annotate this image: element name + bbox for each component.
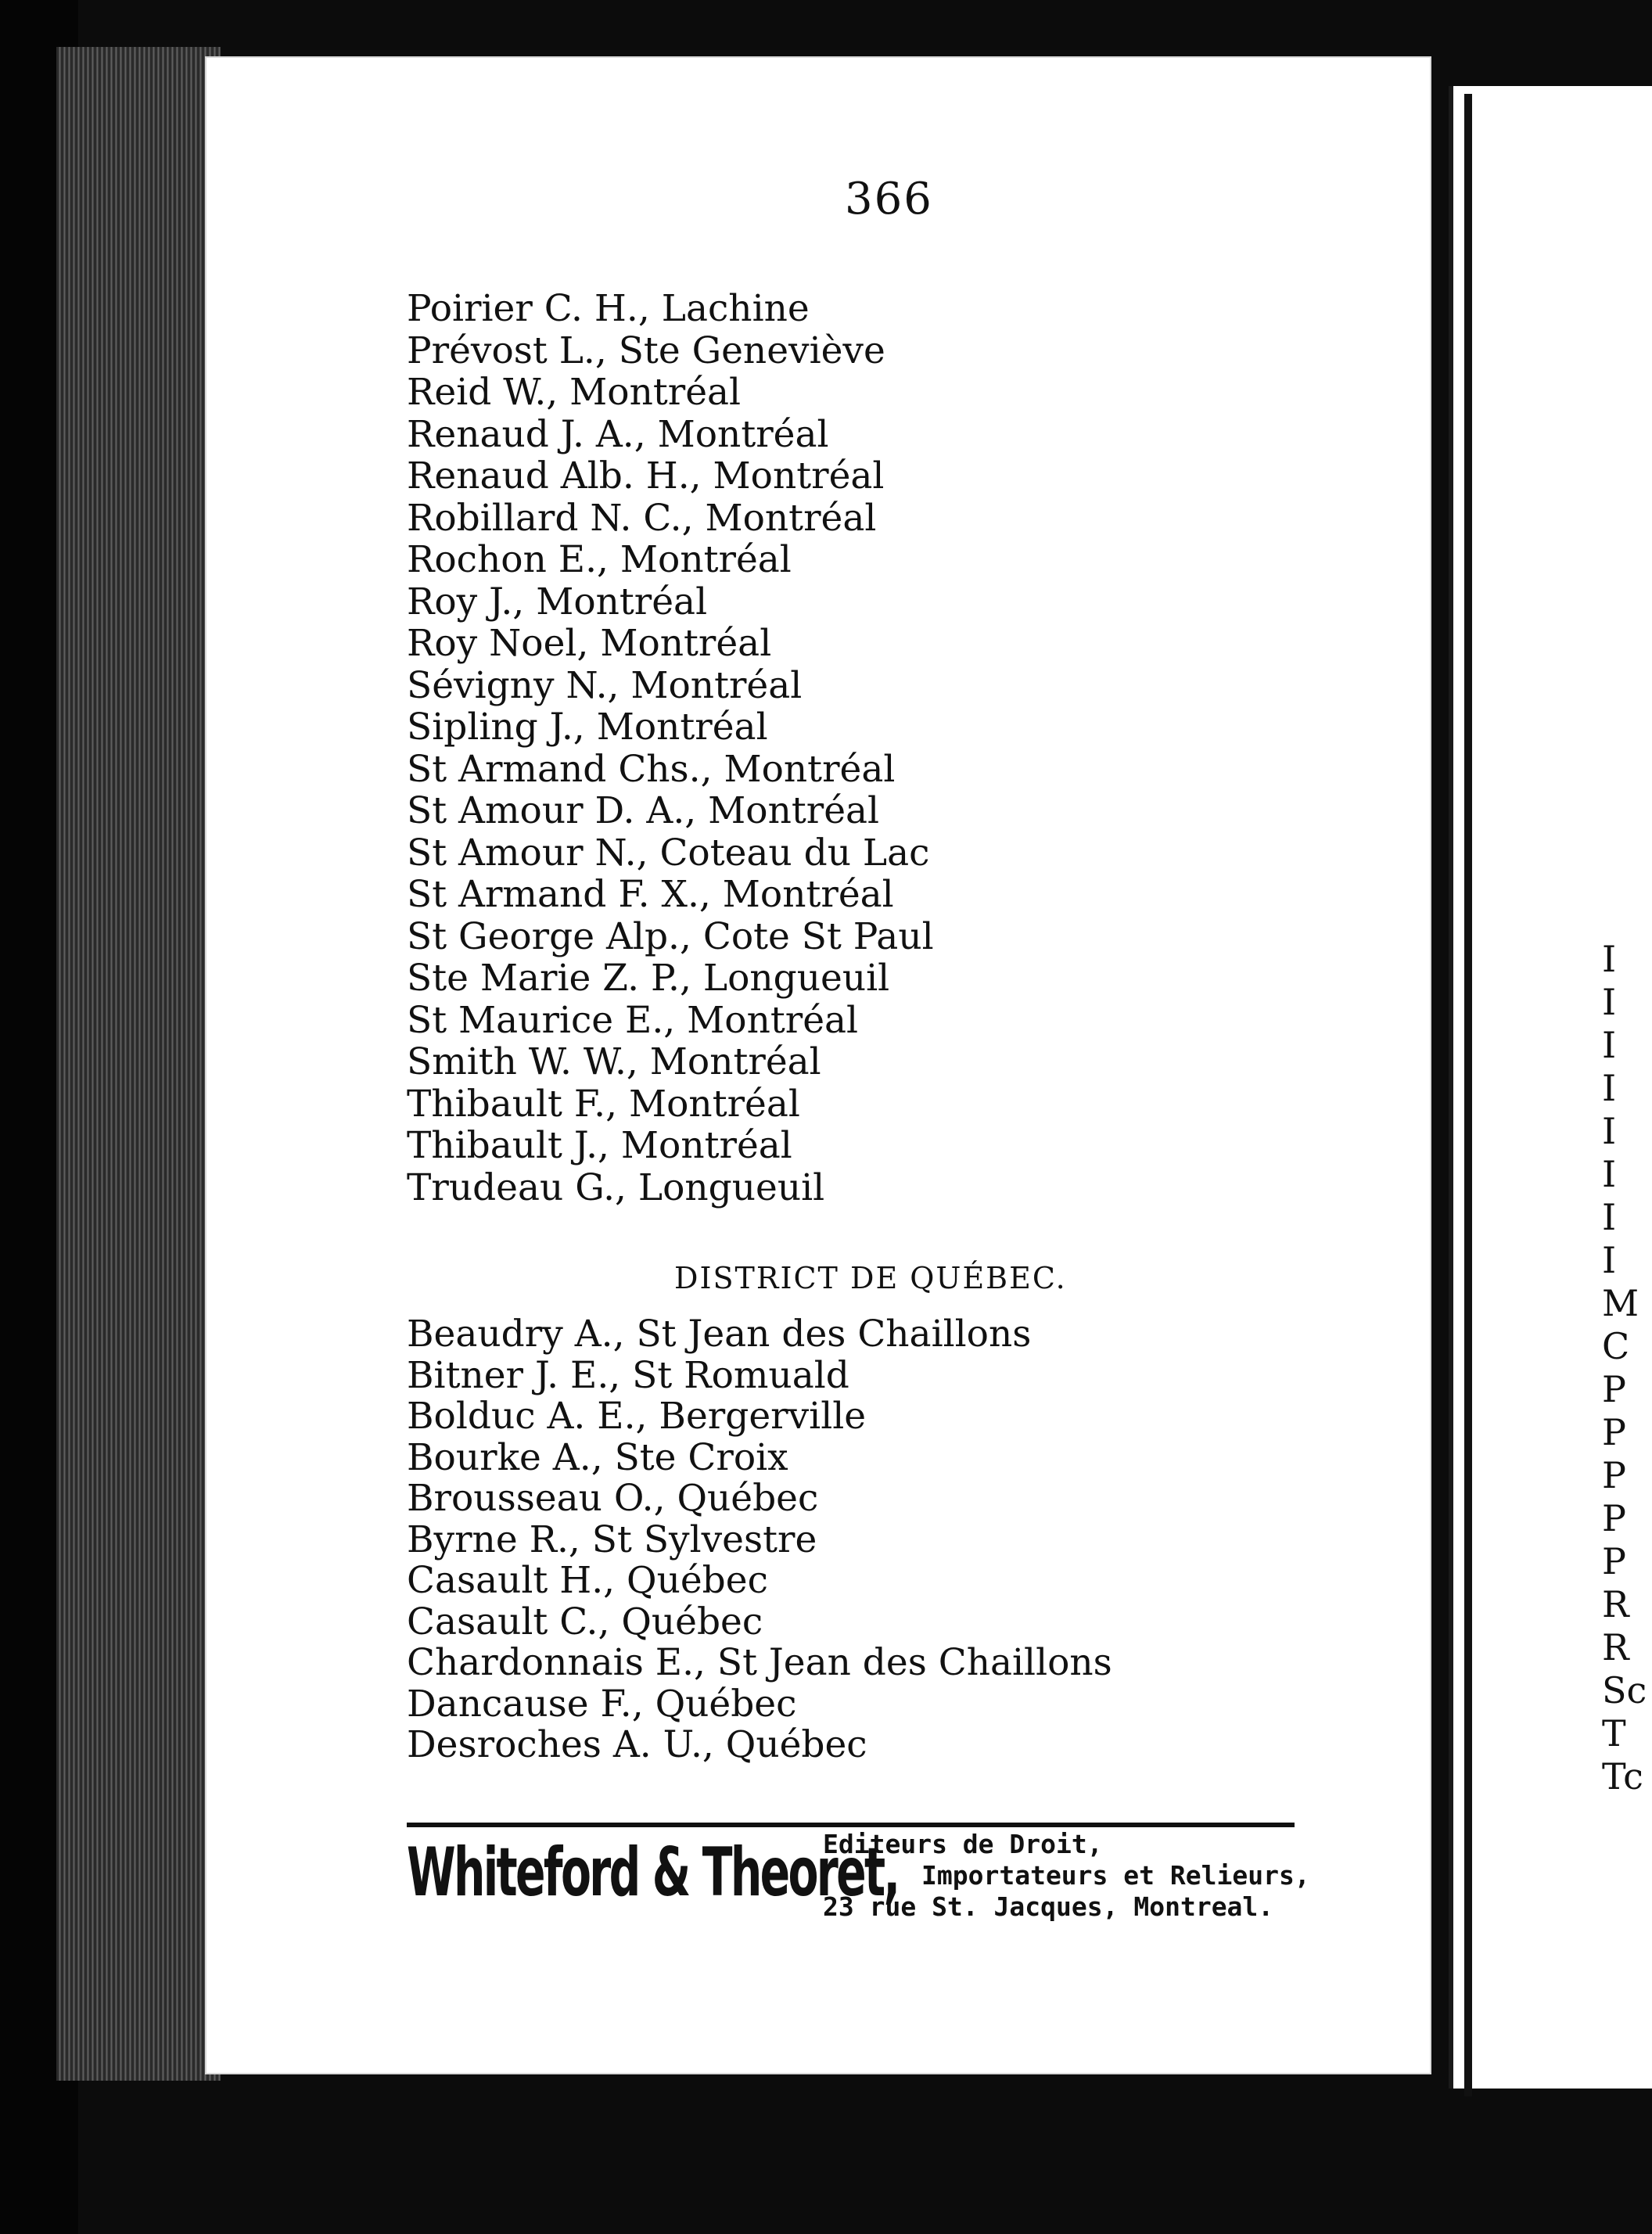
list-item: Roy Noel, Montréal xyxy=(407,622,772,665)
list-item: Beaudry A., St Jean des Chaillons xyxy=(407,1313,1032,1356)
fragment-letter: I xyxy=(1602,1239,1617,1281)
list-item: Smith W. W., Montréal xyxy=(407,1040,821,1083)
list-item: Prévost L., Ste Geneviève xyxy=(407,329,885,372)
list-item: Byrne R., St Sylvestre xyxy=(407,1517,817,1561)
fragment-letter: I xyxy=(1602,1110,1617,1152)
fragment-letter: I xyxy=(1602,1067,1617,1109)
fragment-letter: M xyxy=(1602,1282,1639,1324)
list-item: Reid W., Montréal xyxy=(407,371,742,414)
list-item: Rochon E., Montréal xyxy=(407,538,792,581)
list-item: Thibault F., Montréal xyxy=(407,1082,800,1126)
list-item: Renaud J. A., Montréal xyxy=(407,412,829,456)
montreal-entry-list xyxy=(407,288,1377,1209)
fragment-letter: P xyxy=(1602,1497,1626,1539)
list-item: Bolduc A. E., Bergerville xyxy=(407,1395,867,1438)
advertisement-line-1: Editeurs de Droit, xyxy=(823,1829,1103,1859)
page-gutter xyxy=(1464,94,1472,2096)
fragment-letter: T xyxy=(1602,1712,1626,1755)
list-item: Thibault J., Montréal xyxy=(407,1124,792,1167)
fragment-letter: P xyxy=(1602,1454,1626,1496)
list-item: Sipling J., Montréal xyxy=(407,706,768,749)
list-item: Poirier C. H., Lachine xyxy=(407,287,810,330)
list-item: St Armand Chs., Montréal xyxy=(407,747,896,791)
list-item: Desroches A. U., Québec xyxy=(407,1723,867,1766)
fragment-letter: I xyxy=(1602,938,1617,980)
advertisement-name: Whiteford & Theoret, xyxy=(407,1834,899,1912)
advertisement-text xyxy=(823,1829,1310,1923)
fragment-letter: P xyxy=(1602,1411,1626,1453)
fragment-letter: I xyxy=(1602,1196,1617,1238)
list-item: Renaud Alb. H., Montréal xyxy=(407,454,885,497)
quebec-entry-list xyxy=(407,1314,1392,1766)
list-item: Robillard N. C., Montréal xyxy=(407,496,877,540)
fragment-letter: P xyxy=(1602,1540,1626,1582)
list-item: Casault H., Québec xyxy=(407,1559,768,1602)
advertisement-line-3: 23 rue St. Jacques, Montreal. xyxy=(823,1891,1274,1922)
list-item: St Armand F. X., Montréal xyxy=(407,873,894,916)
list-item: Bourke A., Ste Croix xyxy=(407,1435,788,1479)
fragment-letter: I xyxy=(1602,1153,1617,1195)
fragment-letter: Tc xyxy=(1602,1755,1643,1798)
advertisement-rule xyxy=(407,1823,1295,1827)
page-number: 366 xyxy=(845,174,933,224)
fragment-letter: P xyxy=(1602,1368,1626,1410)
fragment-letter: R xyxy=(1602,1583,1629,1625)
list-item: Bitner J. E., St Romuald xyxy=(407,1353,849,1397)
list-item: St Amour N., Coteau du Lac xyxy=(407,831,930,875)
list-item: Chardonnais E., St Jean des Chaillons xyxy=(407,1641,1112,1684)
list-item: Ste Marie Z. P., Longueuil xyxy=(407,957,890,1000)
fragment-letter: R xyxy=(1602,1626,1629,1668)
fragment-letter: I xyxy=(1602,981,1617,1023)
list-item: Trudeau G., Longueuil xyxy=(407,1165,825,1209)
list-item: St Maurice E., Montréal xyxy=(407,998,859,1042)
page-edges-binding xyxy=(56,47,221,2081)
list-item: Roy J., Montréal xyxy=(407,580,708,623)
list-item: Brousseau O., Québec xyxy=(407,1477,819,1520)
fragment-letter: C xyxy=(1602,1325,1630,1367)
list-item: Dancause F., Québec xyxy=(407,1682,797,1726)
list-item: St George Alp., Cote St Paul xyxy=(407,914,934,958)
district-heading: DISTRICT DE QUÉBEC. xyxy=(674,1261,1067,1295)
fragment-letter: Sc xyxy=(1602,1669,1647,1711)
list-item: Sévigny N., Montréal xyxy=(407,663,803,707)
list-item: St Amour D. A., Montréal xyxy=(407,789,880,832)
list-item: Casault C., Québec xyxy=(407,1600,763,1643)
advertisement-line-2: Importateurs et Relieurs, xyxy=(921,1860,1310,1891)
fragment-letter: I xyxy=(1602,1024,1617,1066)
